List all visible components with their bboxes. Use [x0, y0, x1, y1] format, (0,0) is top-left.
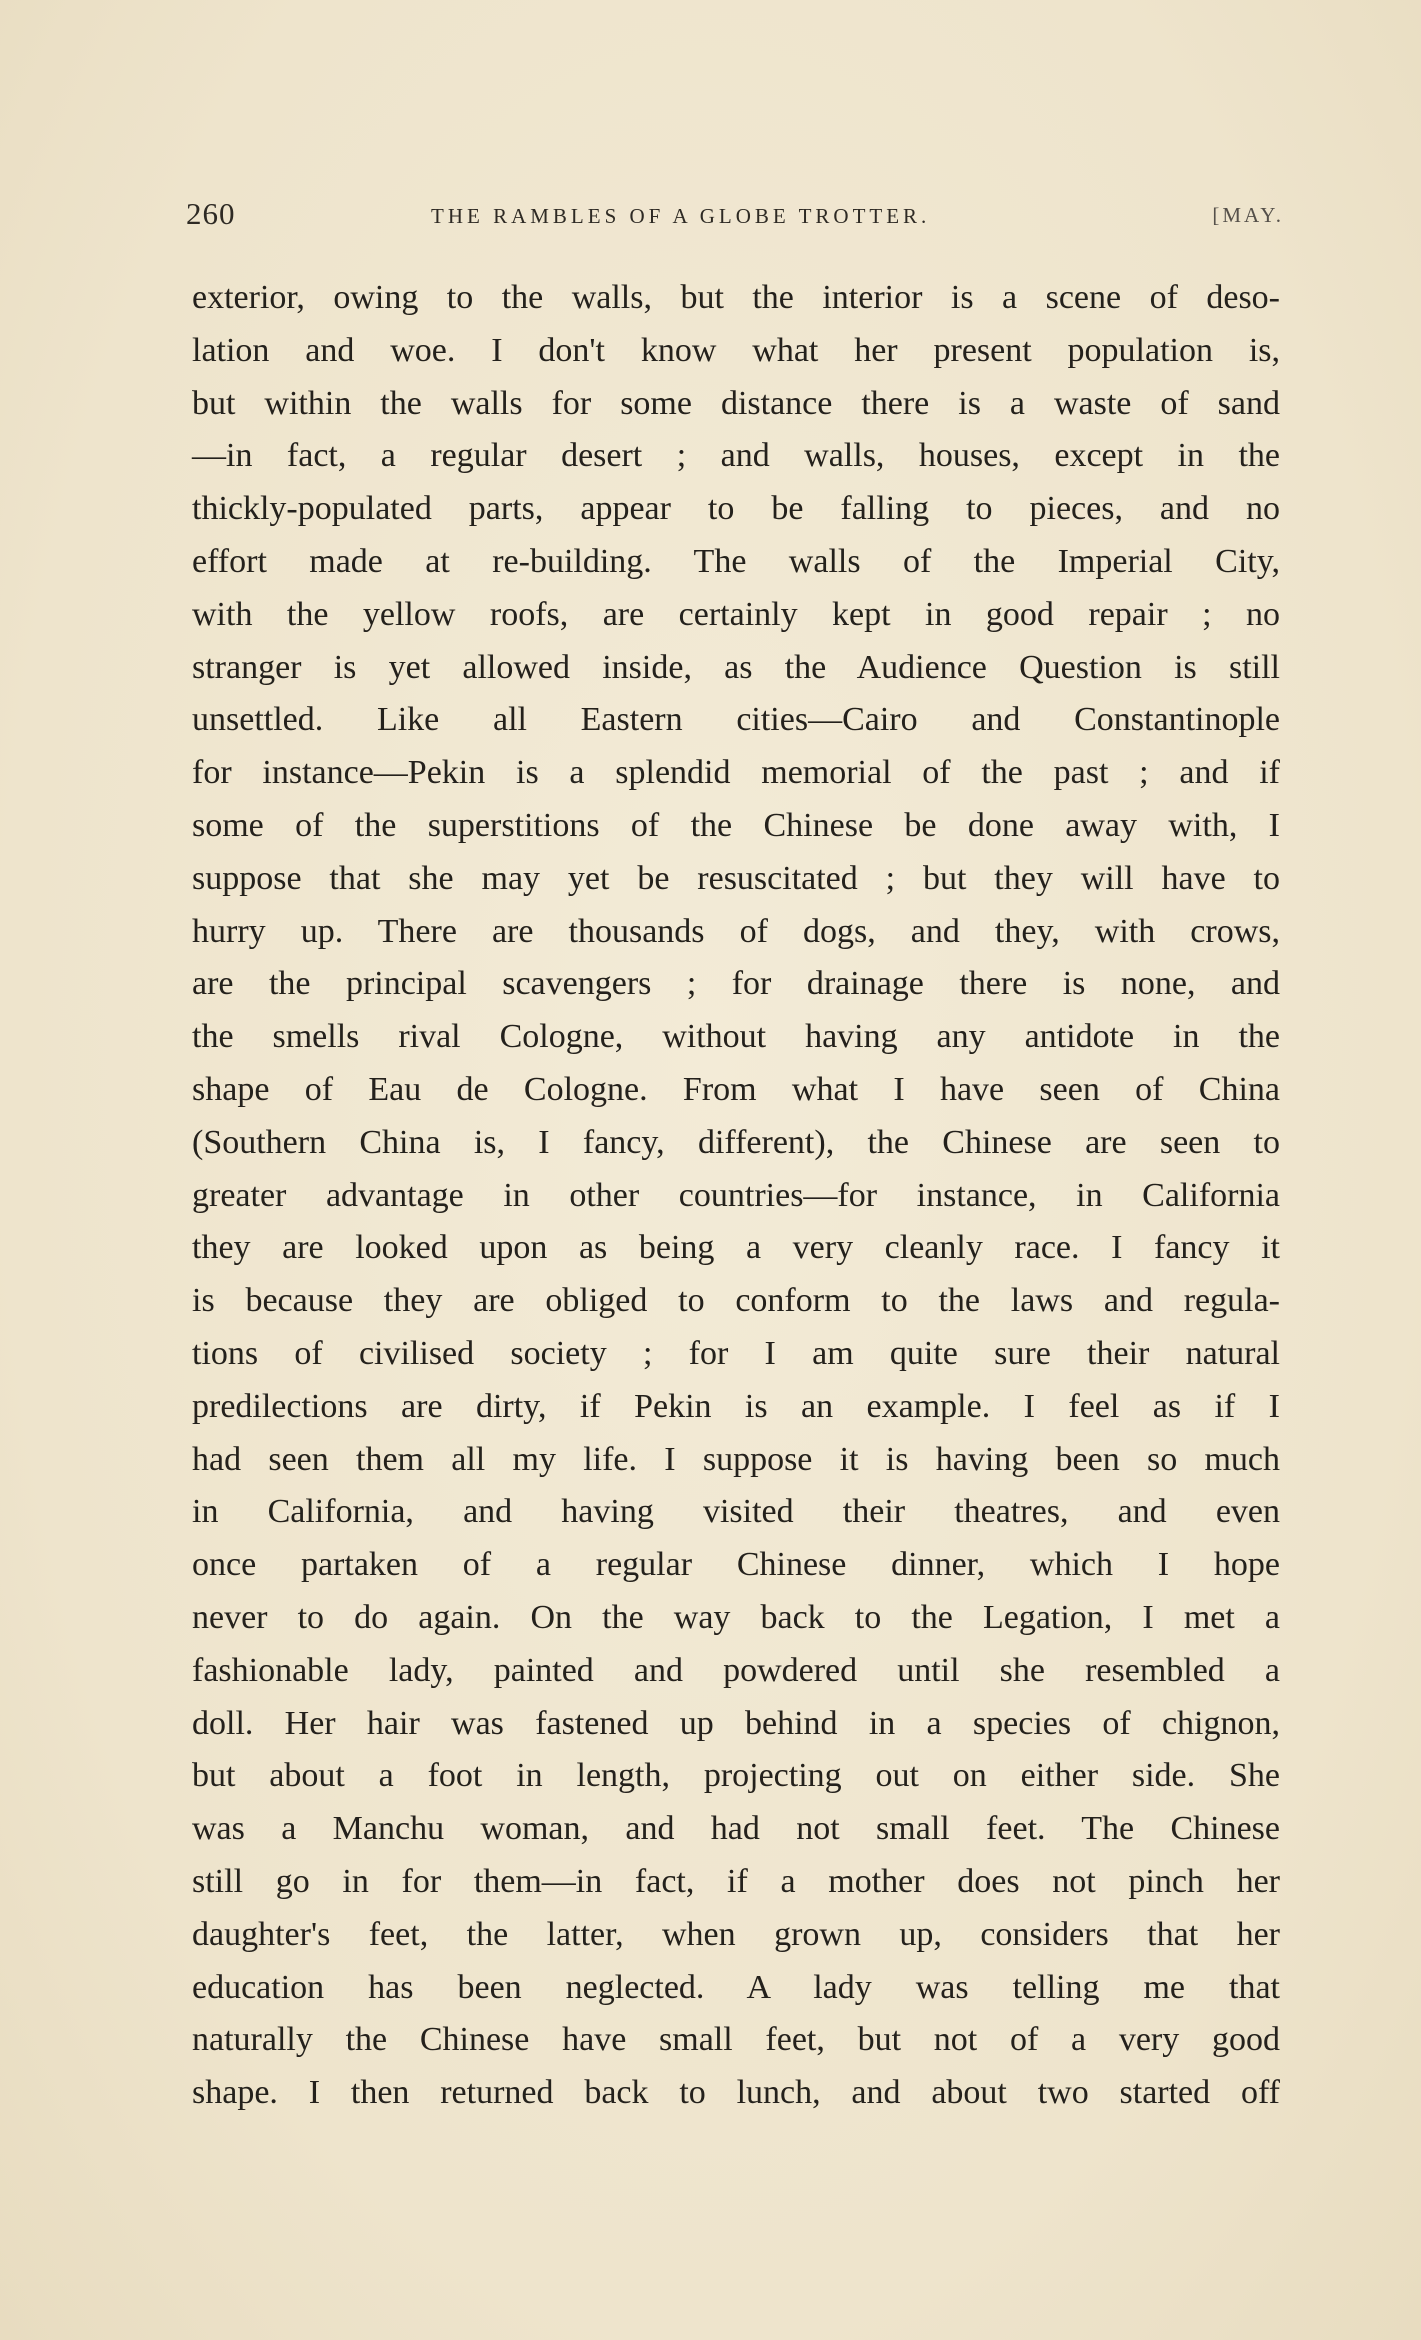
text-line: effort made at re-building. The walls of the Imperial City,: [192, 542, 1280, 580]
body-text: [192, 272, 1280, 2120]
text-line: tions of civilised society ; for I am quite sure their natural: [192, 1334, 1280, 1372]
text-line: but within the walls for some distance there is a waste of sand: [192, 384, 1280, 422]
text-line: in California, and having visited their theatres, and even: [192, 1493, 1280, 1531]
text-line: doll. Her hair was fastened up behind in a species of chignon,: [192, 1704, 1280, 1742]
text-line: lation and woe. I don't know what her present population is,: [192, 331, 1280, 369]
text-line: hurry up. There are thousands of dogs, and they, with crows,: [192, 912, 1280, 950]
text-line: stranger is yet allowed inside, as the Audience Question is still: [192, 648, 1280, 686]
text-line: some of the superstitions of the Chinese be done away with, I: [192, 806, 1280, 844]
text-line: never to do again. On the way back to the Legation, I met a: [192, 1598, 1280, 1636]
running-header: [186, 196, 1284, 246]
text-line: was a Manchu woman, and had not small feet. The Chinese: [192, 1810, 1280, 1848]
text-line: the smells rival Cologne, without having any antidote in the: [192, 1018, 1280, 1056]
text-line: thickly-populated parts, appear to be falling to pieces, and no: [192, 490, 1280, 528]
text-line: education has been neglected. A lady was telling me that: [192, 1968, 1280, 2006]
text-line: unsettled. Like all Eastern cities—Cairo and Constantinople: [192, 701, 1280, 739]
text-line: for instance—Pekin is a splendid memorial of the past ; and if: [192, 754, 1280, 792]
page-number: 260: [186, 196, 236, 231]
text-line: they are looked upon as being a very cleanly race. I fancy it: [192, 1229, 1280, 1267]
text-line: shape. I then returned back to lunch, and about two started off: [192, 2074, 1280, 2112]
text-line: shape of Eau de Cologne. From what I have seen of China: [192, 1070, 1280, 1108]
text-line: once partaken of a regular Chinese dinner, which I hope: [192, 1546, 1280, 1584]
text-line: still go in for them—in fact, if a mother does not pinch her: [192, 1862, 1280, 1900]
text-line: are the principal scavengers ; for drainage there is none, and: [192, 965, 1280, 1003]
running-title: THE RAMBLES OF A GLOBE TROTTER.: [431, 204, 931, 228]
text-line: daughter's feet, the latter, when grown up, considers that her: [192, 1915, 1280, 1953]
text-line: is because they are obliged to conform to the laws and regula-: [192, 1282, 1280, 1320]
text-line: suppose that she may yet be resuscitated ; but they will have to: [192, 859, 1280, 897]
text-line: naturally the Chinese have small feet, but not of a very good: [192, 2021, 1280, 2059]
text-line: had seen them all my life. I suppose it is having been so much: [192, 1440, 1280, 1478]
text-line: exterior, owing to the walls, but the interior is a scene of deso-: [192, 279, 1280, 316]
text-line: —in fact, a regular desert ; and walls, houses, except in the: [192, 437, 1280, 475]
running-month: [MAY.: [1212, 203, 1284, 227]
text-line: with the yellow roofs, are certainly kept in good repair ; no: [192, 595, 1280, 633]
text-line: greater advantage in other countries—for instance, in California: [192, 1176, 1280, 1214]
text-line: fashionable lady, painted and powdered until she resembled a: [192, 1651, 1280, 1689]
text-line: predilections are dirty, if Pekin is an example. I feel as if I: [192, 1387, 1280, 1425]
text-line: but about a foot in length, projecting out on either side. She: [192, 1757, 1280, 1795]
text-line: (Southern China is, I fancy, different), the Chinese are seen to: [192, 1123, 1280, 1161]
